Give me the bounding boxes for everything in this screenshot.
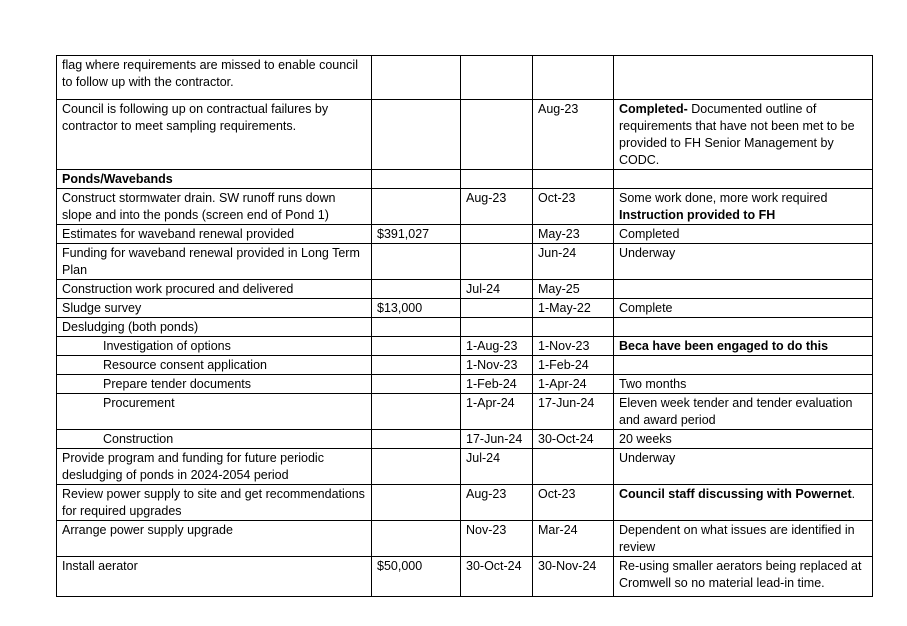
- end-cell: [533, 56, 614, 100]
- cost-cell: [372, 485, 461, 521]
- task-cell: Ponds/Wavebands: [57, 170, 372, 189]
- task-cell: Procurement: [57, 394, 372, 430]
- start-cell: Aug-23: [461, 189, 533, 225]
- task-cell: Council is following up on contractual failures by contractor to meet sampling requirements.: [57, 100, 372, 170]
- start-cell: 30-Oct-24: [461, 557, 533, 597]
- table-body: [57, 56, 873, 597]
- table-row: [57, 244, 873, 280]
- status-cell: [614, 244, 873, 280]
- start-cell: Nov-23: [461, 521, 533, 557]
- status-text: Beca have been engaged to do this: [619, 339, 829, 353]
- cost-cell: [372, 375, 461, 394]
- end-cell: May-23: [533, 225, 614, 244]
- end-cell: [533, 318, 614, 337]
- start-cell: 17-Jun-24: [461, 430, 533, 449]
- status-bold-text: Completed-: [619, 102, 688, 116]
- table-row: [57, 225, 873, 244]
- status-text: Re-using smaller aerators being replaced at Cromwell so no material lead-in time.: [619, 559, 862, 590]
- status-text: Two months: [619, 377, 687, 391]
- cost-cell: $391,027: [372, 225, 461, 244]
- status-cell: [614, 557, 873, 597]
- end-cell: 1-May-22: [533, 299, 614, 318]
- status-bold-text: Instruction provided to FH: [619, 208, 776, 222]
- table-row: [57, 170, 873, 189]
- cost-cell: $50,000: [372, 557, 461, 597]
- task-cell: Estimates for waveband renewal provided: [57, 225, 372, 244]
- start-cell: [461, 170, 533, 189]
- end-cell: 17-Jun-24: [533, 394, 614, 430]
- end-cell: Mar-24: [533, 521, 614, 557]
- status-cell: [614, 170, 873, 189]
- end-cell: [533, 449, 614, 485]
- task-cell: Provide program and funding for future periodic desludging of ponds in 2024-2054 period: [57, 449, 372, 485]
- status-text: Underway: [619, 246, 676, 260]
- cost-cell: [372, 394, 461, 430]
- task-cell: Construction: [57, 430, 372, 449]
- status-cell: [614, 318, 873, 337]
- status-cell: [614, 375, 873, 394]
- status-text: .: [851, 487, 856, 501]
- cost-cell: [372, 244, 461, 280]
- table-row: [57, 485, 873, 521]
- start-cell: Aug-23: [461, 485, 533, 521]
- end-cell: 1-Nov-23: [533, 337, 614, 356]
- start-cell: [461, 100, 533, 170]
- cost-cell: [372, 56, 461, 100]
- table-row: [57, 521, 873, 557]
- table-row: [57, 318, 873, 337]
- end-cell: 30-Oct-24: [533, 430, 614, 449]
- cost-cell: $13,000: [372, 299, 461, 318]
- table-row: [57, 280, 873, 299]
- end-cell: Jun-24: [533, 244, 614, 280]
- end-cell: 1-Feb-24: [533, 356, 614, 375]
- status-text: Complete: [619, 301, 673, 315]
- end-cell: 1-Apr-24: [533, 375, 614, 394]
- table-row: [57, 189, 873, 225]
- table-row: [57, 375, 873, 394]
- status-cell: [614, 189, 873, 225]
- task-cell: Funding for waveband renewal provided in Long Term Plan: [57, 244, 372, 280]
- status-text: 20 weeks: [619, 432, 672, 446]
- start-cell: [461, 225, 533, 244]
- status-cell: [614, 394, 873, 430]
- status-cell: [614, 100, 873, 170]
- start-cell: 1-Aug-23: [461, 337, 533, 356]
- status-bold-text: Council staff discussing with Powernet: [619, 487, 852, 501]
- cost-cell: [372, 280, 461, 299]
- task-cell: Prepare tender documents: [57, 375, 372, 394]
- status-text: Eleven week tender and tender evaluation and award period: [619, 396, 853, 427]
- end-cell: Oct-23: [533, 485, 614, 521]
- table-row: [57, 56, 873, 100]
- start-cell: [461, 299, 533, 318]
- task-cell: Resource consent application: [57, 356, 372, 375]
- start-cell: [461, 318, 533, 337]
- cost-cell: [372, 449, 461, 485]
- cost-cell: [372, 521, 461, 557]
- task-cell: Construct stormwater drain. SW runoff runs down slope and into the ponds (screen end of Pond 1): [57, 189, 372, 225]
- table-row: [57, 356, 873, 375]
- status-cell: [614, 56, 873, 100]
- status-cell: [614, 449, 873, 485]
- cost-cell: [372, 100, 461, 170]
- task-cell: Sludge survey: [57, 299, 372, 318]
- status-cell: [614, 337, 873, 356]
- status-text: Some work done, more work required: [619, 191, 828, 205]
- end-cell: [533, 170, 614, 189]
- status-text: Underway: [619, 451, 676, 465]
- table-row: [57, 100, 873, 170]
- status-cell: [614, 430, 873, 449]
- task-cell: Construction work procured and delivered: [57, 280, 372, 299]
- cost-cell: [372, 356, 461, 375]
- end-cell: Oct-23: [533, 189, 614, 225]
- status-text: Documented outline of requirements that have not been met to be provided to FH Senior Management by CODC.: [619, 102, 855, 167]
- table-row: [57, 337, 873, 356]
- status-cell: [614, 280, 873, 299]
- cost-cell: [372, 318, 461, 337]
- status-cell: [614, 521, 873, 557]
- start-cell: [461, 56, 533, 100]
- status-cell: [614, 299, 873, 318]
- cost-cell: [372, 170, 461, 189]
- start-cell: 1-Nov-23: [461, 356, 533, 375]
- end-cell: 30-Nov-24: [533, 557, 614, 597]
- start-cell: Jul-24: [461, 449, 533, 485]
- end-cell: Aug-23: [533, 100, 614, 170]
- end-cell: May-25: [533, 280, 614, 299]
- start-cell: [461, 244, 533, 280]
- cost-cell: [372, 337, 461, 356]
- table-row: [57, 557, 873, 597]
- start-cell: 1-Feb-24: [461, 375, 533, 394]
- status-cell: [614, 225, 873, 244]
- task-cell: Investigation of options: [57, 337, 372, 356]
- task-cell: Arrange power supply upgrade: [57, 521, 372, 557]
- project-table: [56, 55, 873, 597]
- task-cell: Desludging (both ponds): [57, 318, 372, 337]
- table-row: [57, 449, 873, 485]
- status-cell: [614, 356, 873, 375]
- status-text: Completed: [619, 227, 680, 241]
- status-cell: [614, 485, 873, 521]
- table-row: [57, 394, 873, 430]
- status-text: Dependent on what issues are identified in review: [619, 523, 855, 554]
- cost-cell: [372, 189, 461, 225]
- task-cell: flag where requirements are missed to enable council to follow up with the contractor.: [57, 56, 372, 100]
- start-cell: Jul-24: [461, 280, 533, 299]
- table-row: [57, 430, 873, 449]
- cost-cell: [372, 430, 461, 449]
- table-row: [57, 299, 873, 318]
- task-cell: Review power supply to site and get recommendations for required upgrades: [57, 485, 372, 521]
- start-cell: 1-Apr-24: [461, 394, 533, 430]
- task-cell: Install aerator: [57, 557, 372, 597]
